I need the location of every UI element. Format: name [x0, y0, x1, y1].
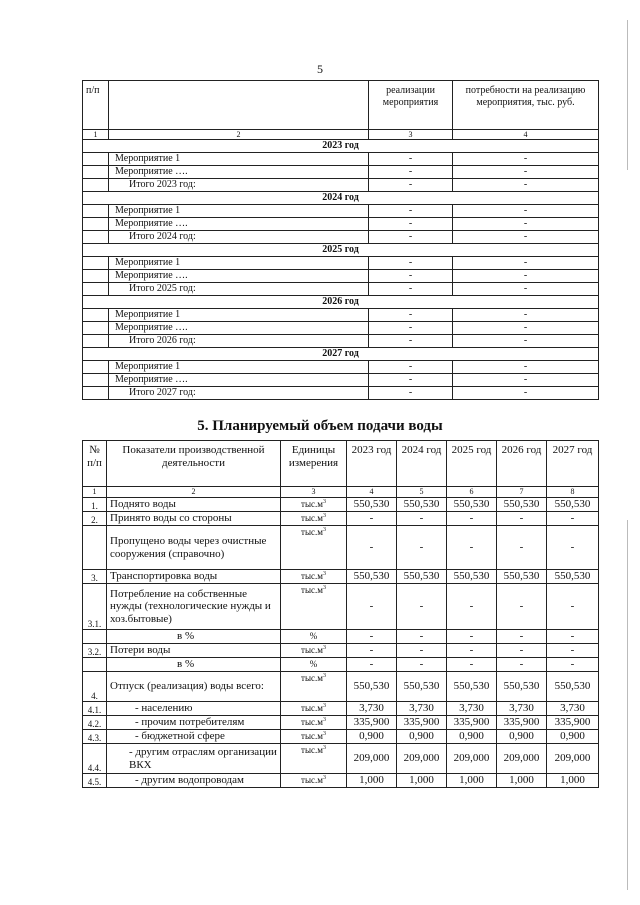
value-cell: 550,530 — [347, 570, 397, 584]
value-cell: 550,530 — [447, 570, 497, 584]
value-cell: 3,730 — [547, 702, 599, 716]
value-cell: 0,900 — [547, 730, 599, 744]
value-cell: 550,530 — [347, 672, 397, 702]
total-row — [83, 335, 599, 348]
value-cell: - — [369, 361, 453, 374]
value-cell: 209,000 — [447, 744, 497, 774]
value-cell: - — [447, 526, 497, 570]
value-cell: - — [397, 584, 447, 630]
unit-cell: $тыс.м^3$ — [281, 526, 347, 570]
value-cell: - — [453, 283, 599, 296]
activity-row — [83, 309, 599, 322]
value-cell: 550,530 — [397, 498, 447, 512]
value-cell: - — [453, 231, 599, 244]
value-cell: - — [453, 374, 599, 387]
value-cell: 550,530 — [397, 570, 447, 584]
header-indicator: Показатели производственной деятельности — [107, 441, 281, 487]
unit-cell: $тыс.м^3$ — [281, 716, 347, 730]
indicator-label: - другим отраслям организации ВКХ — [107, 744, 281, 774]
row-number: 4. — [83, 672, 107, 702]
row-number: 4.4. — [83, 744, 107, 774]
value-cell: - — [369, 270, 453, 283]
row-number — [83, 257, 109, 270]
value-cell: 335,900 — [547, 716, 599, 730]
value-cell: - — [347, 644, 397, 658]
value-cell: 0,900 — [447, 730, 497, 744]
activity-row — [83, 270, 599, 283]
value-cell: - — [453, 361, 599, 374]
indicator-label: Транспортировка воды — [107, 570, 281, 584]
value-cell: - — [369, 335, 453, 348]
activity-row — [83, 374, 599, 387]
row-number — [83, 218, 109, 231]
activity-label: Итого 2025 год: — [109, 283, 369, 296]
header-2023: 2023 год — [347, 441, 397, 487]
unit-cell: $тыс.м^3$ — [281, 644, 347, 658]
value-cell: - — [497, 584, 547, 630]
row-number — [83, 309, 109, 322]
table-row — [83, 644, 599, 658]
value-cell: 550,530 — [497, 672, 547, 702]
activity-row — [83, 361, 599, 374]
unit-cell: % — [281, 658, 347, 672]
column-numbers-row — [83, 130, 599, 140]
value-cell: 335,900 — [347, 716, 397, 730]
value-cell: - — [369, 309, 453, 322]
unit-cell: $тыс.м^3$ — [281, 702, 347, 716]
indicator-label: Принято воды со стороны — [107, 512, 281, 526]
value-cell: 550,530 — [497, 498, 547, 512]
activity-label: Мероприятие 1 — [109, 309, 369, 322]
value-cell: - — [397, 512, 447, 526]
year-row — [83, 348, 599, 361]
header-2026: 2026 год — [497, 441, 547, 487]
value-cell: - — [397, 630, 447, 644]
activities-table — [82, 80, 599, 400]
value-cell: - — [369, 205, 453, 218]
col-number: 5 — [397, 487, 447, 498]
indicator-label: - населению — [107, 702, 281, 716]
col-number: 3 — [369, 130, 453, 140]
row-number — [83, 374, 109, 387]
value-cell: 1,000 — [397, 774, 447, 788]
value-cell: 335,900 — [497, 716, 547, 730]
row-number — [83, 166, 109, 179]
activity-label: Итого 2027 год: — [109, 387, 369, 400]
total-row — [83, 283, 599, 296]
value-cell: 3,730 — [447, 702, 497, 716]
header-num: № п/п — [83, 441, 107, 487]
col-number: 8 — [547, 487, 599, 498]
indicator-label: Потребление на собственные нужды (технологические нужды и хоз.бытовые) — [107, 584, 281, 630]
row-number — [83, 630, 107, 644]
value-cell: 335,900 — [447, 716, 497, 730]
unit-cell: $тыс.м^3$ — [281, 570, 347, 584]
value-cell: 550,530 — [447, 672, 497, 702]
table-row — [83, 672, 599, 702]
value-cell: - — [369, 218, 453, 231]
page-number: 5 — [317, 62, 323, 76]
unit-cell: $тыс.м^3$ — [281, 672, 347, 702]
unit-cell: $тыс.м^3$ — [281, 498, 347, 512]
activity-label: Итого 2024 год: — [109, 231, 369, 244]
value-cell: - — [497, 630, 547, 644]
value-cell: 209,000 — [397, 744, 447, 774]
value-cell: 1,000 — [347, 774, 397, 788]
margin-line — [627, 20, 628, 170]
value-cell: - — [453, 153, 599, 166]
year-label: 2024 год — [83, 192, 599, 205]
row-number: 1. — [83, 498, 107, 512]
unit-cell: $тыс.м^3$ — [281, 512, 347, 526]
table-row — [83, 584, 599, 630]
activity-label: Мероприятие …. — [109, 374, 369, 387]
col-number: 2 — [107, 487, 281, 498]
total-row — [83, 179, 599, 192]
value-cell: - — [453, 179, 599, 192]
value-cell: - — [453, 257, 599, 270]
value-cell: 550,530 — [497, 570, 547, 584]
indicator-label: Отпуск (реализация) воды всего: — [107, 672, 281, 702]
activity-label: Итого 2023 год: — [109, 179, 369, 192]
row-number: 3.1. — [83, 584, 107, 630]
header-2025: 2025 год — [447, 441, 497, 487]
value-cell: 550,530 — [547, 498, 599, 512]
value-cell: - — [453, 166, 599, 179]
column-numbers-row — [83, 487, 599, 498]
value-cell: - — [547, 584, 599, 630]
value-cell: - — [447, 512, 497, 526]
activity-label: Мероприятие …. — [109, 166, 369, 179]
value-cell: - — [497, 644, 547, 658]
value-cell: - — [547, 512, 599, 526]
activity-row — [83, 322, 599, 335]
water-supply-table — [82, 440, 599, 788]
value-cell: 3,730 — [497, 702, 547, 716]
unit-cell: $тыс.м^3$ — [281, 774, 347, 788]
value-cell: - — [369, 387, 453, 400]
value-cell: - — [369, 374, 453, 387]
value-cell: 0,900 — [497, 730, 547, 744]
total-row — [83, 231, 599, 244]
activity-row — [83, 218, 599, 231]
indicator-label: Потери воды — [107, 644, 281, 658]
activity-row — [83, 205, 599, 218]
row-number: 3.2. — [83, 644, 107, 658]
value-cell: - — [347, 584, 397, 630]
row-number — [83, 153, 109, 166]
indicator-label: - бюджетной сфере — [107, 730, 281, 744]
activity-label: Мероприятие 1 — [109, 153, 369, 166]
col-number: 7 — [497, 487, 547, 498]
year-label: 2027 год — [83, 348, 599, 361]
activity-label: Мероприятие 1 — [109, 361, 369, 374]
value-cell: - — [369, 153, 453, 166]
table-row — [83, 716, 599, 730]
activity-label: Мероприятие …. — [109, 218, 369, 231]
value-cell: 209,000 — [497, 744, 547, 774]
value-cell: - — [447, 644, 497, 658]
year-label: 2025 год — [83, 244, 599, 257]
value-cell: 550,530 — [547, 672, 599, 702]
activity-row — [83, 257, 599, 270]
value-cell: - — [369, 231, 453, 244]
indicator-label: Пропущено воды через очистные сооружения (справочно) — [107, 526, 281, 570]
unit-cell: $тыс.м^3$ — [281, 744, 347, 774]
indicator-label: - прочим потребителям — [107, 716, 281, 730]
year-row — [83, 192, 599, 205]
row-number — [83, 179, 109, 192]
value-cell: - — [547, 630, 599, 644]
col-number: 1 — [83, 130, 109, 140]
value-cell: 550,530 — [547, 570, 599, 584]
value-cell: 1,000 — [497, 774, 547, 788]
table-row — [83, 570, 599, 584]
header-col2 — [109, 81, 369, 130]
value-cell: - — [497, 526, 547, 570]
value-cell: 209,000 — [547, 744, 599, 774]
row-number: 4.1. — [83, 702, 107, 716]
value-cell: 1,000 — [547, 774, 599, 788]
header-unit: Единицы измерения — [281, 441, 347, 487]
value-cell: - — [497, 658, 547, 672]
activity-label: Мероприятие 1 — [109, 257, 369, 270]
value-cell: - — [453, 335, 599, 348]
table-row — [83, 774, 599, 788]
value-cell: - — [347, 526, 397, 570]
value-cell: 3,730 — [397, 702, 447, 716]
activity-label: Итого 2026 год: — [109, 335, 369, 348]
row-number — [83, 361, 109, 374]
col-number: 2 — [109, 130, 369, 140]
value-cell: - — [369, 283, 453, 296]
value-cell: - — [397, 644, 447, 658]
value-cell: - — [369, 257, 453, 270]
table-row — [83, 744, 599, 774]
value-cell: - — [397, 526, 447, 570]
value-cell: - — [453, 387, 599, 400]
value-cell: - — [369, 166, 453, 179]
row-number — [83, 231, 109, 244]
table-row — [83, 658, 599, 672]
total-row — [83, 387, 599, 400]
unit-cell: $тыс.м^3$ — [281, 730, 347, 744]
value-cell: - — [547, 526, 599, 570]
table-row — [83, 526, 599, 570]
value-cell: - — [453, 205, 599, 218]
value-cell: - — [347, 512, 397, 526]
header-2027: 2027 год — [547, 441, 599, 487]
section-title: 5. Планируемый объем подачи воды — [197, 418, 443, 434]
year-row — [83, 140, 599, 153]
table-row — [83, 702, 599, 716]
row-number — [83, 322, 109, 335]
value-cell: - — [447, 630, 497, 644]
table-row — [83, 730, 599, 744]
col-number: 1 — [83, 487, 107, 498]
row-number — [83, 387, 109, 400]
row-number: 4.2. — [83, 716, 107, 730]
indicator-label: в % — [107, 658, 281, 672]
value-cell: - — [447, 584, 497, 630]
value-cell: - — [453, 309, 599, 322]
value-cell: 209,000 — [347, 744, 397, 774]
value-cell: - — [453, 270, 599, 283]
value-cell: 550,530 — [447, 498, 497, 512]
value-cell: - — [497, 512, 547, 526]
value-cell: - — [547, 644, 599, 658]
indicator-label: - другим водопроводам — [107, 774, 281, 788]
value-cell: - — [347, 630, 397, 644]
year-label: 2026 год — [83, 296, 599, 309]
activity-label: Мероприятие …. — [109, 322, 369, 335]
header-2024: 2024 год — [397, 441, 447, 487]
activity-row — [83, 166, 599, 179]
value-cell: 3,730 — [347, 702, 397, 716]
value-cell: 0,900 — [347, 730, 397, 744]
row-number — [83, 205, 109, 218]
col-number: 3 — [281, 487, 347, 498]
activity-label: Мероприятие 1 — [109, 205, 369, 218]
year-label: 2023 год — [83, 140, 599, 153]
row-number — [83, 658, 107, 672]
indicator-label: в % — [107, 630, 281, 644]
header-col1: п/п — [83, 81, 109, 130]
value-cell: - — [453, 218, 599, 231]
value-cell: - — [369, 179, 453, 192]
value-cell: 0,900 — [397, 730, 447, 744]
value-cell: 550,530 — [347, 498, 397, 512]
row-number — [83, 270, 109, 283]
value-cell: - — [447, 658, 497, 672]
value-cell: - — [397, 658, 447, 672]
row-number — [83, 335, 109, 348]
unit-cell: % — [281, 630, 347, 644]
value-cell: - — [453, 322, 599, 335]
unit-cell: $тыс.м^3$ — [281, 584, 347, 630]
table-header-row — [83, 81, 599, 130]
activity-row — [83, 153, 599, 166]
table-header-row — [83, 441, 599, 487]
value-cell: 1,000 — [447, 774, 497, 788]
col-number: 4 — [453, 130, 599, 140]
row-number: 4.5. — [83, 774, 107, 788]
row-number — [83, 283, 109, 296]
value-cell: 550,530 — [397, 672, 447, 702]
value-cell: 335,900 — [397, 716, 447, 730]
header-col3: реализации мероприятия — [369, 81, 453, 130]
year-row — [83, 244, 599, 257]
table-row — [83, 498, 599, 512]
value-cell: - — [369, 322, 453, 335]
activity-label: Мероприятие …. — [109, 270, 369, 283]
row-number — [83, 526, 107, 570]
row-number: 2. — [83, 512, 107, 526]
margin-line — [627, 520, 628, 890]
value-cell: - — [547, 658, 599, 672]
row-number: 3. — [83, 570, 107, 584]
col-number: 6 — [447, 487, 497, 498]
year-row — [83, 296, 599, 309]
value-cell: - — [347, 658, 397, 672]
row-number: 4.3. — [83, 730, 107, 744]
header-col4: потребности на реализацию мероприятия, тыс. руб. — [453, 81, 599, 130]
col-number: 4 — [347, 487, 397, 498]
indicator-label: Поднято воды — [107, 498, 281, 512]
table-row — [83, 512, 599, 526]
table-row — [83, 630, 599, 644]
